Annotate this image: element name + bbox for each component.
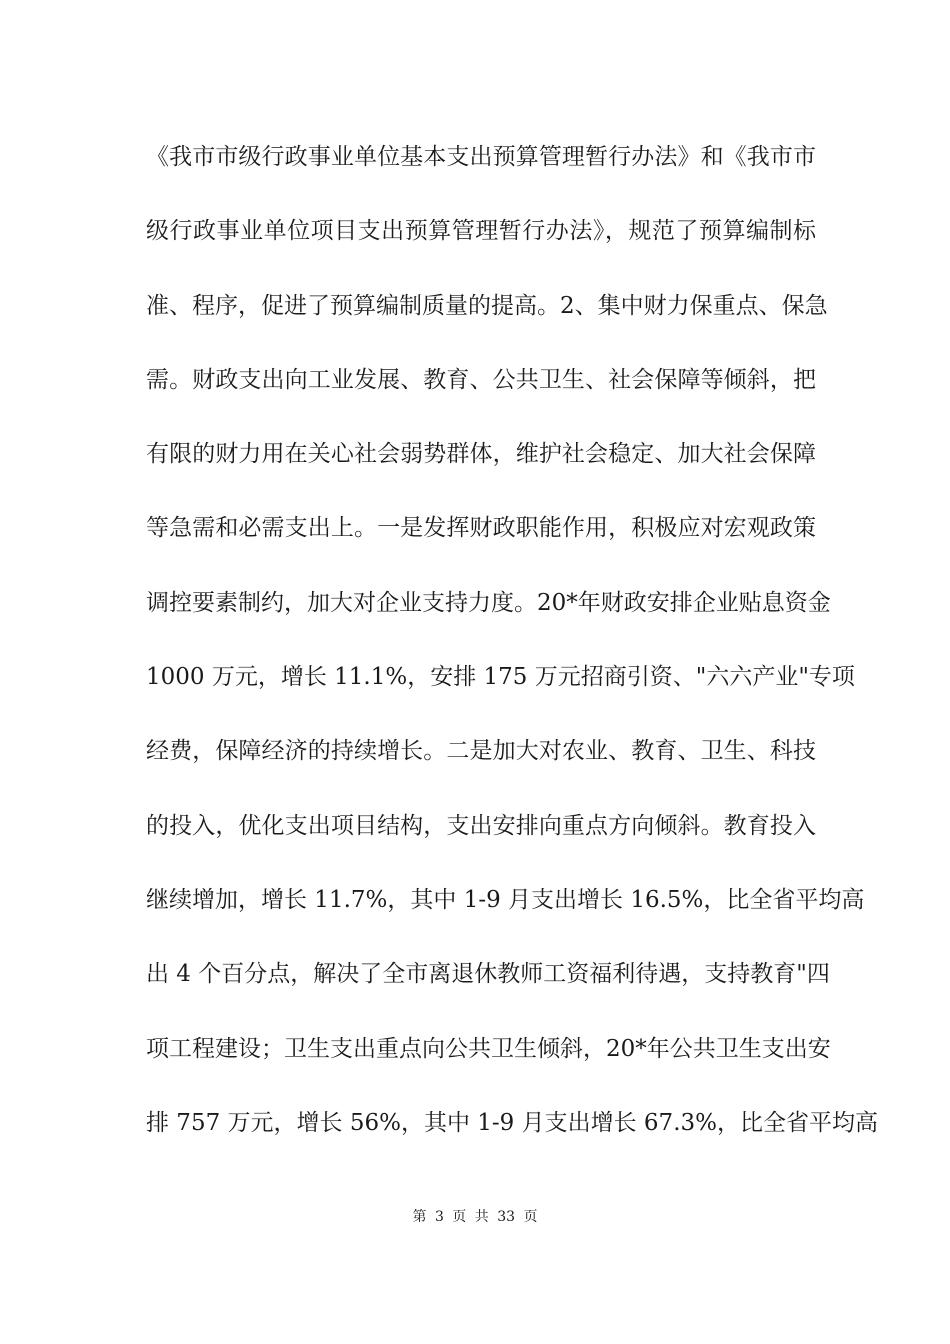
text-line: 《我市市级行政事业单位基本支出预算管理暂行办法》和《我市市 xyxy=(146,144,816,170)
text-line: 调控要素制约，加大对企业支持力度。20*年财政安排企业贴息资金 xyxy=(146,589,831,616)
text-line: 的投入，优化支出项目结构，支出安排向重点方向倾斜。教育投入 xyxy=(146,812,816,839)
text-line: 项工程建设；卫生支出重点向公共卫生倾斜，20*年公共卫生支出安 xyxy=(146,1035,831,1062)
text-line: 准、程序，促进了预算编制质量的提高。2、集中财力保重点、保急 xyxy=(146,292,828,319)
text-line: 经费，保障经济的持续增长。二是加大对农业、教育、卫生、科技 xyxy=(146,738,816,765)
text-line: 等急需和必需支出上。一是发挥财政职能作用，积极应对宏观政策 xyxy=(146,515,816,542)
text-line: 有限的财力用在关心社会弱势群体，维护社会稳定、加大社会保障 xyxy=(146,441,816,468)
text-line: 级行政事业单位项目支出预算管理暂行办法》，规范了预算编制标 xyxy=(146,218,816,245)
page-number-footer: 第 3 页 共 33 页 xyxy=(412,1209,538,1225)
text-line: 需。财政支出向工业发展、教育、公共卫生、社会保障等倾斜，把 xyxy=(146,366,816,393)
text-line: 出 4 个百分点，解决了全市离退休教师工资福利待遇，支持教育"四 xyxy=(146,961,830,988)
text-line: 继续增加，增长 11.7%，其中 1-9 月支出增长 16.5%，比全省平均高 xyxy=(146,886,865,913)
text-line: 1000 万元，增长 11.1%，安排 175 万元招商引资、"六六产业"专项 xyxy=(146,664,855,691)
body-text xyxy=(146,134,878,1174)
text-line: 排 757 万元，增长 56%，其中 1-9 月支出增长 67.3%，比全省平均高 xyxy=(146,1109,878,1136)
